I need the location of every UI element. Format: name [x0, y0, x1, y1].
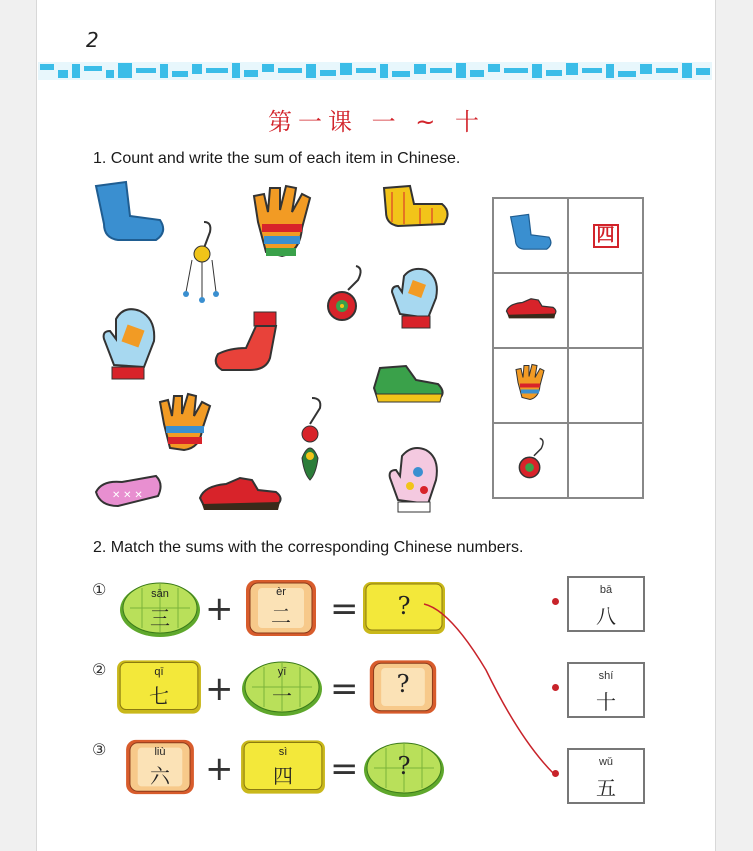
count-table	[492, 197, 644, 499]
match-dot[interactable]	[552, 598, 559, 605]
hanzi-label: 五	[596, 776, 616, 800]
mitten-icon	[384, 444, 444, 516]
sock-icon	[90, 180, 170, 246]
table-row	[493, 198, 643, 273]
page-number: 2	[86, 28, 99, 52]
hanzi-label: 一	[272, 684, 292, 708]
mitten-icon	[98, 305, 162, 383]
pinyin-label: yī	[277, 666, 287, 678]
equals-sign: =	[330, 669, 359, 709]
number-tile	[238, 736, 328, 798]
exercise1-instruction: 1. Count and write the sum of each item in Chinese.	[93, 150, 461, 167]
table-answer-cell[interactable]	[568, 198, 643, 273]
plus-sign: +	[205, 749, 234, 789]
table-item-cell	[493, 348, 568, 423]
table-row	[493, 423, 643, 498]
answer-box[interactable]	[567, 662, 645, 718]
wind-chime-icon	[182, 218, 222, 304]
equation-number: ②	[92, 660, 107, 679]
pinyin-label: bā	[599, 584, 613, 596]
mitten-icon	[388, 266, 444, 332]
number-tile	[118, 578, 202, 638]
hanzi-label: 四	[273, 764, 293, 788]
pinyin-label: qī	[154, 666, 164, 678]
pinyin-label: èr	[276, 586, 286, 598]
equation-number: ③	[92, 740, 107, 759]
table-row	[493, 273, 643, 348]
sock-icon	[507, 211, 555, 255]
pinyin-label: sān	[151, 588, 169, 600]
table-item-cell	[493, 198, 568, 273]
number-tile	[242, 576, 320, 640]
sock-icon	[92, 472, 164, 512]
answer-box[interactable]	[567, 576, 645, 632]
glove-icon	[248, 182, 320, 264]
sneaker-icon	[370, 358, 446, 406]
table-answer-cell[interactable]	[568, 348, 643, 423]
pinyin-label: liù	[154, 746, 166, 758]
sock-icon	[210, 308, 282, 374]
hanzi-label: 二	[271, 604, 291, 628]
hanzi-label: 六	[150, 764, 170, 788]
pinyin-label: sì	[278, 746, 288, 758]
number-tile	[122, 736, 198, 798]
plus-sign: +	[205, 669, 234, 709]
unknown-result: ?	[397, 592, 411, 620]
number-tile	[114, 656, 204, 718]
hanzi-label: 七	[149, 684, 169, 708]
unknown-result: ?	[397, 752, 411, 780]
plus-sign: +	[205, 589, 234, 629]
exercise2-instruction: 2. Match the sums with the corresponding Chinese numbers.	[93, 539, 524, 556]
pendant-ornament-icon	[290, 394, 330, 484]
decorative-border-icon	[38, 58, 712, 84]
table-answer-cell[interactable]	[568, 423, 643, 498]
ornament-ball-icon	[322, 262, 366, 324]
match-dot[interactable]	[552, 770, 559, 777]
hanzi-label: 十	[596, 690, 616, 714]
match-dot[interactable]	[552, 684, 559, 691]
matching-line	[420, 590, 570, 780]
hanzi-label: 三	[150, 606, 170, 630]
table-answer-cell[interactable]	[568, 273, 643, 348]
shoe-icon	[196, 472, 284, 514]
pinyin-label: shí	[598, 670, 614, 682]
svg-text:✕ ✕ ✕: ✕ ✕ ✕	[112, 490, 143, 501]
ornament-ball-icon	[515, 435, 547, 481]
table-item-cell	[493, 273, 568, 348]
equation-number: ①	[92, 580, 107, 599]
table-item-cell	[493, 423, 568, 498]
table-row	[493, 348, 643, 423]
glove-icon	[154, 392, 220, 456]
sock-icon	[380, 182, 452, 230]
equals-sign: =	[330, 589, 359, 629]
answer-text: 四	[593, 224, 619, 248]
pinyin-label: wǔ	[598, 756, 614, 768]
unknown-result: ?	[396, 670, 410, 698]
glove-icon	[513, 360, 549, 406]
hanzi-label: 八	[596, 604, 616, 628]
answer-box[interactable]	[567, 748, 645, 804]
shoe-icon	[504, 295, 558, 321]
lesson-title: 第一课 一 ~ 十	[268, 108, 485, 136]
number-tile	[240, 656, 324, 718]
equals-sign: =	[330, 749, 359, 789]
